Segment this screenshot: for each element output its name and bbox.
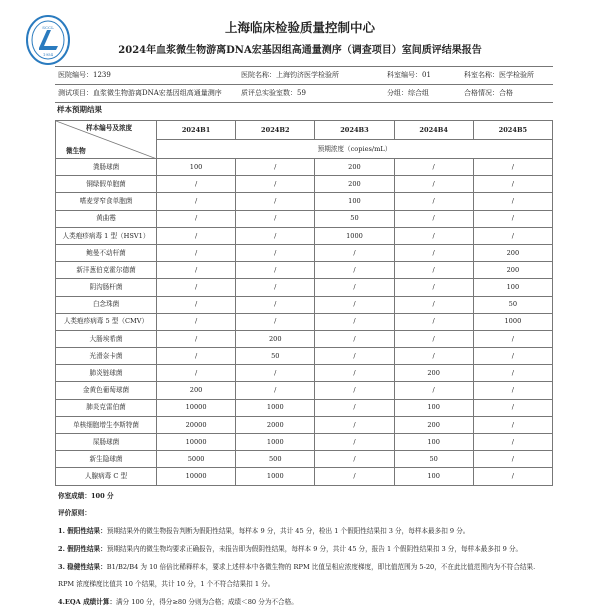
organism-name: 肺炎链球菌 — [56, 365, 157, 382]
concentration-cell: 100 — [394, 434, 473, 451]
organism-name: 黄曲霉 — [56, 210, 157, 227]
divider — [55, 84, 553, 85]
report-subtitle: 2024年血浆微生物游离DNA宏基因组高通量测序（调查项目）室间质评结果报告 — [118, 45, 482, 56]
score-value: 100 分 — [90, 491, 114, 500]
organism-name: 肺炎克雷伯菌 — [56, 399, 157, 416]
concentration-cell: / — [315, 468, 394, 485]
organism-name: 人类疱疹病毒 5 型（CMV） — [56, 313, 157, 330]
concentration-cell: 2000 — [236, 416, 315, 433]
column-header: 2024B2 — [236, 121, 315, 140]
concentration-cell: / — [394, 279, 473, 296]
organism-name: 金黄色葡萄球菌 — [56, 382, 157, 399]
organism-name: 铜绿假单胞菌 — [56, 176, 157, 193]
concentration-cell: / — [473, 399, 552, 416]
concentration-cell: 200 — [394, 416, 473, 433]
concentration-cell: / — [473, 210, 552, 227]
pass-status: 合格情况：合格 — [464, 89, 513, 97]
concentration-cell: 1000 — [236, 434, 315, 451]
concentration-cell: 1000 — [315, 227, 394, 244]
concentration-cell: 10000 — [157, 468, 236, 485]
concentration-cell: / — [473, 365, 552, 382]
page-title: 上海临床检验质量控制中心 — [224, 20, 375, 35]
table-row — [56, 244, 553, 261]
concentration-cell: / — [157, 313, 236, 330]
organism-name: 人腺病毒 C 型 — [56, 468, 157, 485]
criteria-text: RPM 浓度梯度比值共 10 个结果，共计 10 分，1 个不符合结果扣 1 分。 — [58, 580, 275, 589]
concentration-cell: 1000 — [236, 468, 315, 485]
concentration-cell: / — [157, 279, 236, 296]
concentration-cell: / — [473, 416, 552, 433]
concentration-cell: / — [236, 313, 315, 330]
concentration-cell: 100 — [394, 399, 473, 416]
concentration-cell: / — [157, 348, 236, 365]
info-row-1 — [58, 71, 553, 79]
column-header: 2024B5 — [473, 121, 552, 140]
concentration-cell: / — [473, 468, 552, 485]
concentration-cell: / — [236, 244, 315, 261]
concentration-cell: / — [394, 193, 473, 210]
info-row-2 — [58, 89, 553, 97]
concentration-cell: / — [394, 262, 473, 279]
concentration-cell: 200 — [236, 330, 315, 347]
concentration-cell: / — [315, 451, 394, 468]
table-row — [56, 159, 553, 176]
concentration-cell: / — [157, 262, 236, 279]
organism-name: 鲍曼不动杆菌 — [56, 244, 157, 261]
table-row — [56, 279, 553, 296]
hospital-id: 医院编号：1239 — [58, 71, 111, 79]
column-header: 2024B1 — [157, 121, 236, 140]
concentration-cell: / — [473, 348, 552, 365]
concentration-cell: / — [473, 451, 552, 468]
corner-top-label: 样本编号及浓度 — [86, 124, 133, 132]
criteria-text: 预期结果内的微生物均要求正确报告，未报告即为假阴性结果，每样本 9 分，共计 45 分，报告 1 个假阴性结果扣 3 分，每样本最多扣 9 分。 — [106, 544, 523, 553]
expected-results-table — [55, 120, 553, 486]
concentration-cell: / — [315, 244, 394, 261]
svg-text:SCCL: SCCL — [42, 25, 54, 30]
concentration-cell: 200 — [473, 262, 552, 279]
concentration-cell: / — [236, 193, 315, 210]
concentration-cell: 100 — [394, 468, 473, 485]
criteria-item — [58, 545, 553, 553]
concentration-cell: / — [315, 348, 394, 365]
organism-name: 嗜麦芽窄食单胞菌 — [56, 193, 157, 210]
column-header: 2024B3 — [315, 121, 394, 140]
concentration-cell: 50 — [236, 348, 315, 365]
concentration-cell: / — [157, 365, 236, 382]
concentration-cell: / — [394, 382, 473, 399]
table-row — [56, 227, 553, 244]
criteria-item — [58, 527, 553, 535]
test-item: 测试项目：血浆微生物游离DNA宏基因组高通量测序 — [58, 89, 222, 97]
concentration-cell: 200 — [473, 244, 552, 261]
table-row — [56, 382, 553, 399]
organism-name: 阴沟肠杆菌 — [56, 279, 157, 296]
organism-name: 光滑奈卡菌 — [56, 348, 157, 365]
group: 分组：综合组 — [387, 89, 429, 97]
concentration-cell: / — [157, 227, 236, 244]
concentration-cell: / — [157, 330, 236, 347]
concentration-cell: / — [236, 210, 315, 227]
criteria-text: B1/B2/B4 为 10 倍倍比稀释样本，要求上述样本中各微生物的 RPM 比值呈相应浓度梯度，即比值范围为 5-20，不在此比值范围内为不符合结果. — [106, 562, 536, 571]
table-row — [56, 210, 553, 227]
concentration-cell: 100 — [157, 159, 236, 176]
concentration-cell: / — [394, 348, 473, 365]
table-row — [56, 262, 553, 279]
table-row — [56, 348, 553, 365]
concentration-cell: 200 — [315, 176, 394, 193]
table-row — [56, 330, 553, 347]
criteria-text: 预期结果外的微生物报告判断为假阳性结果，每样本 9 分，共计 45 分，检出 1 个假阳性结果扣 3 分，每样本最多扣 9 分。 — [106, 527, 470, 536]
concentration-cell: 200 — [394, 365, 473, 382]
concentration-cell: / — [236, 365, 315, 382]
divider — [55, 66, 553, 67]
table-row — [56, 451, 553, 468]
organism-name: 大肠埃希菌 — [56, 330, 157, 347]
organism-name: 粪肠球菌 — [56, 159, 157, 176]
concentration-cell: 50 — [473, 296, 552, 313]
dept-name: 科室名称：医学检验所 — [464, 71, 534, 79]
concentration-cell: / — [236, 176, 315, 193]
concentration-cell: 100 — [473, 279, 552, 296]
concentration-cell: / — [236, 279, 315, 296]
concentration-cell: / — [315, 330, 394, 347]
criteria-item — [58, 598, 553, 606]
concentration-cell: 500 — [236, 451, 315, 468]
concentration-cell: / — [157, 244, 236, 261]
concentration-cell: / — [236, 159, 315, 176]
score-line — [58, 492, 553, 500]
organism-name: 新生隐球菌 — [56, 451, 157, 468]
concentration-cell: / — [315, 399, 394, 416]
divider — [55, 102, 553, 103]
concentration-cell: / — [394, 313, 473, 330]
concentration-cell: / — [315, 296, 394, 313]
concentration-cell: / — [394, 176, 473, 193]
results-section — [55, 105, 553, 606]
concentration-cell: 100 — [315, 193, 394, 210]
organism-name: 单核细胞增生李斯特菌 — [56, 416, 157, 433]
column-header: 2024B4 — [394, 121, 473, 140]
criteria-item — [58, 563, 553, 571]
table-row — [56, 365, 553, 382]
table-row — [56, 176, 553, 193]
concentration-cell: 10000 — [157, 399, 236, 416]
concentration-cell: / — [236, 262, 315, 279]
concentration-cell: / — [157, 176, 236, 193]
corner-cell — [56, 121, 157, 159]
table-row — [56, 468, 553, 485]
concentration-cell: 1000 — [236, 399, 315, 416]
concentration-cell: / — [473, 193, 552, 210]
concentration-cell: / — [394, 296, 473, 313]
concentration-cell: / — [473, 330, 552, 347]
concentration-cell: 5000 — [157, 451, 236, 468]
unit-row: 预期浓度（copies/mL） — [157, 140, 553, 159]
criteria-label: 4.EQA 成绩计算： — [58, 597, 117, 606]
concentration-cell: / — [236, 227, 315, 244]
concentration-cell: / — [236, 296, 315, 313]
concentration-cell: / — [315, 313, 394, 330]
concentration-cell: 200 — [157, 382, 236, 399]
organism-name: 屎肠球菌 — [56, 434, 157, 451]
dept-id: 科室编号：01 — [387, 71, 431, 79]
concentration-cell: / — [394, 210, 473, 227]
hospital-name: 医院名称：上海钧济医学检验所 — [241, 71, 339, 79]
criteria-title — [58, 509, 553, 517]
concentration-cell: / — [473, 382, 552, 399]
concentration-cell: / — [236, 382, 315, 399]
table-row — [56, 313, 553, 330]
organism-name: 新洋葱伯克霍尔德菌 — [56, 262, 157, 279]
table-row — [56, 193, 553, 210]
concentration-cell: / — [473, 176, 552, 193]
concentration-cell: 200 — [315, 159, 394, 176]
concentration-cell: / — [473, 434, 552, 451]
concentration-cell: / — [315, 416, 394, 433]
concentration-cell: 10000 — [157, 434, 236, 451]
criteria-title-text: 评价原则： — [58, 509, 91, 518]
concentration-cell: / — [473, 159, 552, 176]
criteria-item — [58, 580, 553, 588]
concentration-cell: / — [315, 382, 394, 399]
concentration-cell: / — [157, 193, 236, 210]
table-row — [56, 399, 553, 416]
concentration-cell: 20000 — [157, 416, 236, 433]
criteria-label: 1. 假阳性结果： — [58, 527, 107, 536]
score-label: 你室成绩： — [58, 491, 91, 500]
section-title: 样本预期结果 — [57, 105, 102, 114]
concentration-cell: / — [315, 365, 394, 382]
concentration-cell: 50 — [315, 210, 394, 227]
criteria-text: 满分 100 分，得分≥80 分则为合格；成绩＜80 分为不合格。 — [116, 597, 298, 606]
concentration-cell: / — [473, 227, 552, 244]
concentration-cell: / — [394, 159, 473, 176]
concentration-cell: / — [157, 296, 236, 313]
organism-name: 人类疱疹病毒 1 型（HSV1） — [56, 227, 157, 244]
concentration-cell: / — [394, 244, 473, 261]
total-labs: 质评总实验室数：59 — [241, 89, 306, 97]
concentration-cell: 50 — [394, 451, 473, 468]
organism-name: 白念珠菌 — [56, 296, 157, 313]
concentration-cell: 1000 — [473, 313, 552, 330]
concentration-cell: / — [315, 434, 394, 451]
criteria-label: 2. 假阴性结果： — [58, 544, 107, 553]
table-row — [56, 416, 553, 433]
criteria-label: 3. 稳健性结果： — [58, 562, 107, 571]
table-row — [56, 296, 553, 313]
concentration-cell: / — [394, 330, 473, 347]
svg-text:1954: 1954 — [42, 52, 54, 57]
concentration-cell: / — [315, 279, 394, 296]
corner-bottom-label: 微生物 — [66, 147, 86, 155]
criteria-list — [55, 527, 553, 606]
concentration-cell: / — [315, 262, 394, 279]
table-row — [56, 434, 553, 451]
concentration-cell: / — [157, 210, 236, 227]
concentration-cell: / — [394, 227, 473, 244]
